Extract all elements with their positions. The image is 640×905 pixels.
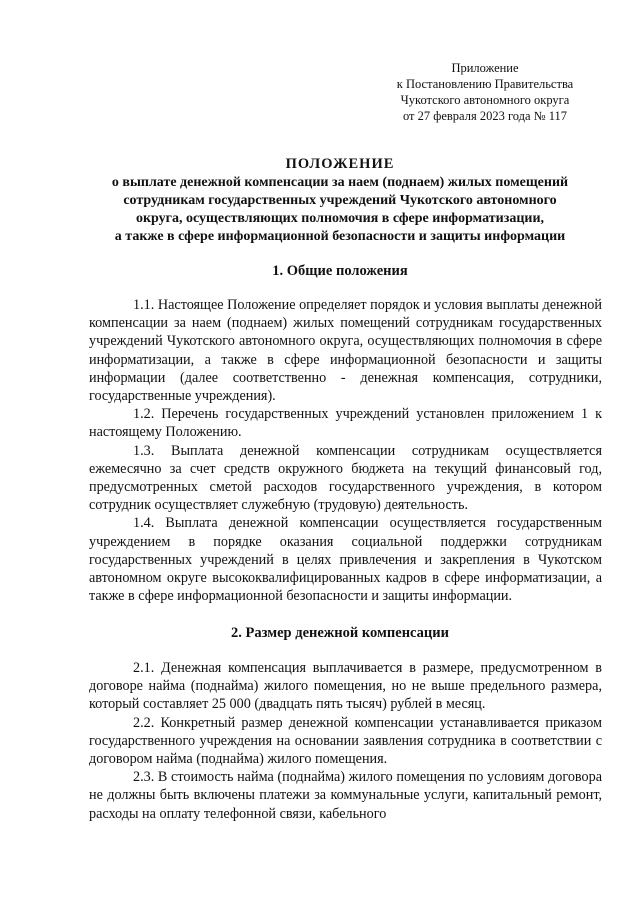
paragraph-2-2: 2.2. Конкретный размер денежной компенсации устанавливается приказом государственного учреждения на основании заявления сотрудника в соответствии с договором найма (поднайма) жилого помещения. xyxy=(89,714,602,768)
title-line-4: а также в сфере информационной безопасности и защиты информации xyxy=(114,229,566,244)
title-line-3: округа, осуществляющих полномочия в сфере информатизации, xyxy=(135,211,545,226)
paragraph-2-1: 2.1. Денежная компенсация выплачивается в размере, предусмотренном в договоре найма (поднайма) жилого помещения, но не выше предельного размера, который составляет 25 000 (двадцать пять тысяч) рублей в месяц. xyxy=(89,660,602,713)
title-line-2: сотрудникам государственных учреждений Чукотского автономного xyxy=(123,193,557,208)
document-title xyxy=(60,155,620,246)
title-line-1: о выплате денежной компенсации за наем (поднаем) жилых помещений xyxy=(111,175,569,190)
appendix-line-3: Чукотского автономного округа xyxy=(400,93,570,107)
paragraph-1-1: 1.1. Настоящее Положение определяет порядок и условия выплаты денежной компенсации за наем (поднаем) жилых помещений сотрудникам государственных учреждений Чукотского автономного округа, осуществляющих полномочия в сфере информатизации, а также в сфере информационной безопасности и защиты информации (далее соответственно - денежная компенсация, сотрудники, государственные учреждения). xyxy=(89,297,602,405)
paragraph-1-4: 1.4. Выплата денежной компенсации осуществляется государственным учреждением в порядке оказания социальной поддержки сотрудникам государственных учреждений в целях привлечения и закрепления в Чукотском автономном округе высококвалифицированных кадров в сфере информатизации, а также в сфере информационной безопасности и защиты информации. xyxy=(89,515,602,605)
paragraph-1-2: 1.2. Перечень государственных учреждений установлен приложением 1 к настоящему Положению. xyxy=(89,406,602,441)
section-2-body xyxy=(89,659,602,823)
paragraph-1-3: 1.3. Выплата денежной компенсации сотрудникам осуществляется ежемесячно за счет средств окружного бюджета на текущий финансовый год, предусмотренных сметой расходов государственного учреждения, в котором сотрудник осуществляет служебную (трудовую) деятельность. xyxy=(89,442,602,514)
section-1-body xyxy=(89,296,602,605)
appendix-line-1: Приложение xyxy=(451,61,519,75)
section-1-heading: 1. Общие положения xyxy=(272,263,408,279)
appendix-reference xyxy=(380,60,590,124)
title-main: ПОЛОЖЕНИЕ xyxy=(285,156,395,172)
appendix-line-4: от 27 февраля 2023 года № 117 xyxy=(402,109,568,123)
section-2-heading: 2. Размер денежной компенсации xyxy=(231,625,449,641)
paragraph-2-3: 2.3. В стоимость найма (поднайма) жилого помещения по условиям договора не должны быть включены платежи за коммунальные услуги, капитальный ремонт, расходы на оплату телефонной связи, кабельного xyxy=(89,769,602,822)
appendix-line-2: к Постановлению Правительства xyxy=(396,77,574,91)
